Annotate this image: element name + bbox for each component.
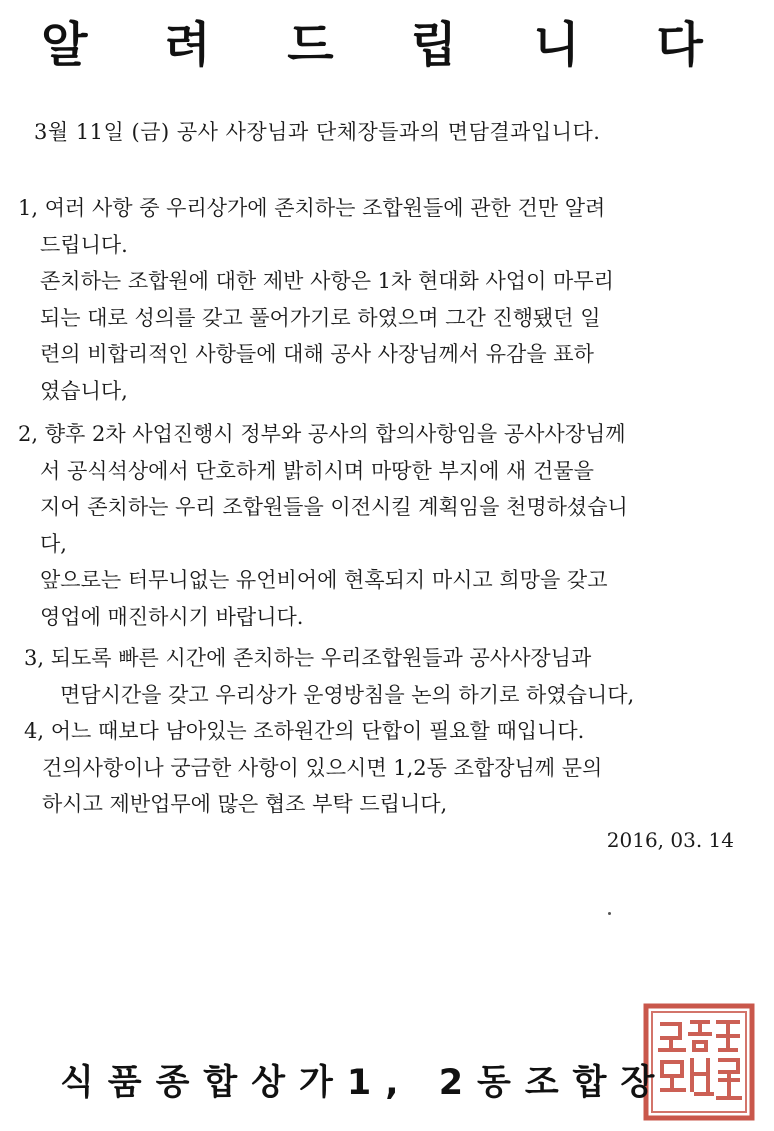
notice-line: 서 공식석상에서 단호하게 밝히시며 마땅한 부지에 새 건물을 bbox=[40, 458, 594, 483]
notice-item-4 bbox=[18, 713, 602, 823]
notice-date: 2016, 03. 14 bbox=[606, 828, 734, 852]
issuer-signature: 식품종합상가1, 2동조합장 bbox=[60, 1063, 669, 1103]
notice-line: 하시고 제반업무에 많은 협조 부탁 드립니다, bbox=[42, 792, 448, 816]
notice-line: 되는 대로 성의를 갖고 풀어가기로 하였으며 그간 진행됐던 일 bbox=[40, 305, 601, 330]
meeting-summary-line: 3월 11일 (금) 공사 사장님과 단체장들과의 면담결과입니다. bbox=[34, 120, 601, 144]
notice-line: 2, 향후 2차 사업진행시 정부와 공사의 합의사항임을 공사사장님께 bbox=[18, 422, 626, 446]
notice-line: 존치하는 조합원에 대한 제반 사항은 1차 현대화 사업이 마무리 bbox=[40, 269, 614, 293]
notice-item-1 bbox=[18, 190, 614, 409]
notice-line: 였습니다, bbox=[40, 378, 128, 403]
notice-line: 3, 되도록 빠른 시간에 존치하는 우리조합원들과 공사사장님과 bbox=[24, 646, 592, 670]
notice-line: 면담시간을 갖고 우리상가 운영방침을 논의 하기로 하였습니다, bbox=[60, 682, 635, 707]
notice-line: 4, 어느 때보다 남아있는 조하원간의 단합이 필요할 때입니다. bbox=[24, 719, 585, 743]
notice-line: 련의 비합리적인 사항들에 대해 공사 사장님께서 유감을 표하 bbox=[40, 342, 594, 366]
notice-line: 영업에 매진하시기 바랍니다. bbox=[40, 604, 304, 629]
notice-item-3 bbox=[18, 640, 634, 713]
notice-line: 다, bbox=[40, 531, 67, 556]
notice-line: 드립니다. bbox=[40, 232, 128, 257]
notice-line: 1, 여러 사항 중 우리상가에 존치하는 조합원들에 관한 건만 알려 bbox=[18, 196, 606, 220]
notice-title: 알 려 드 립 니 다 bbox=[41, 17, 733, 73]
notice-item-2 bbox=[18, 416, 628, 635]
notice-line: 건의사항이나 궁금한 사항이 있으시면 1,2동 조합장님께 문의 bbox=[42, 755, 603, 780]
notice-line: 앞으로는 터무니없는 유언비어에 현혹되지 마시고 희망을 갖고 bbox=[40, 568, 608, 592]
scan-speck bbox=[608, 912, 611, 915]
notice-line: 지어 존치하는 우리 조합원들을 이전시킬 계획임을 천명하셨습니 bbox=[40, 495, 628, 519]
